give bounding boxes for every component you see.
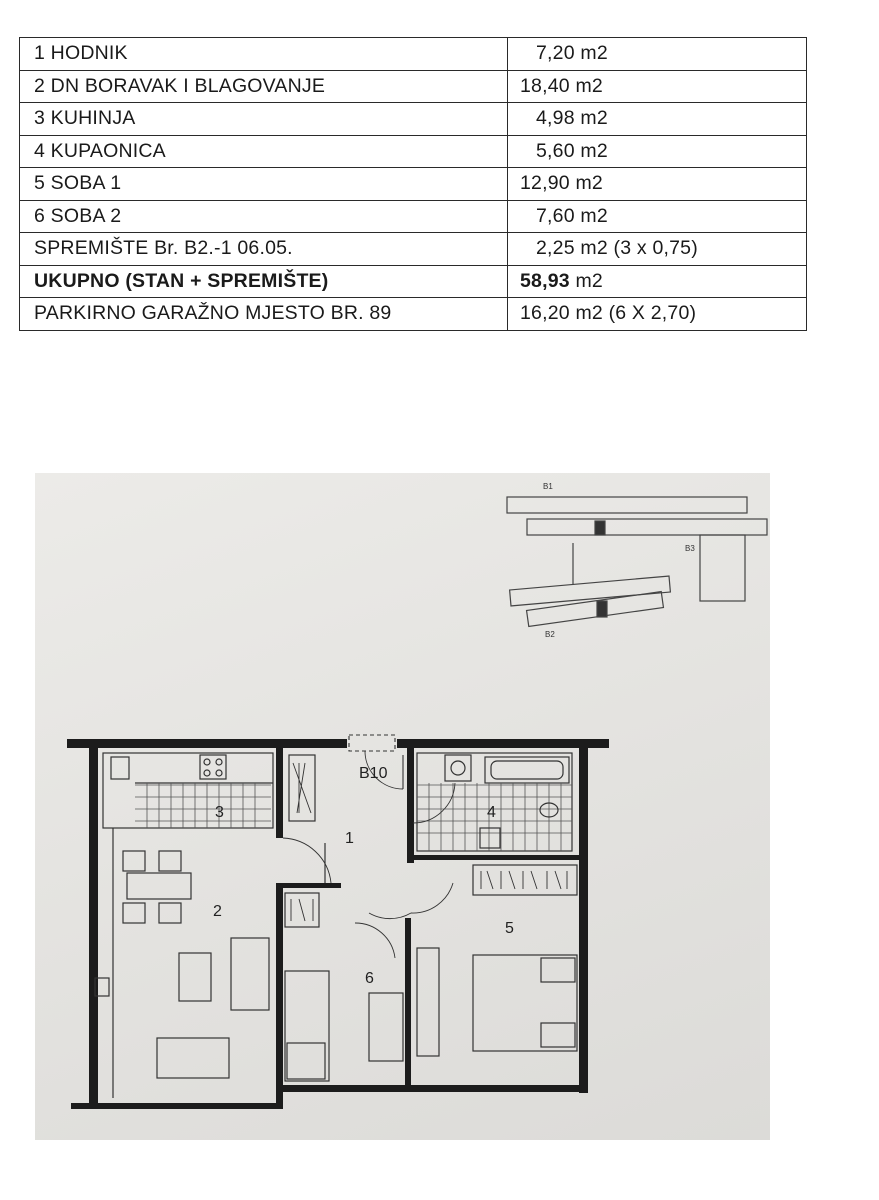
table-row	[20, 200, 807, 233]
floor-plan	[35, 473, 770, 1140]
site-building	[527, 592, 664, 627]
site-label: B3	[685, 544, 695, 553]
room-name: SPREMIŠTE Br. B2.-1 06.05.	[20, 233, 508, 266]
room-label-2: 2	[213, 903, 222, 920]
area-table	[19, 37, 807, 331]
bathroom	[413, 753, 572, 851]
kitchen	[103, 753, 315, 828]
site-building	[507, 497, 747, 513]
table-row	[20, 168, 807, 201]
site-label: B2	[545, 630, 555, 639]
room-area: 58,93 m2	[508, 265, 807, 298]
walls	[67, 739, 609, 1109]
room-label-3: 3	[215, 804, 224, 821]
room-name: PARKIRNO GARAŽNO MJESTO BR. 89	[20, 298, 508, 331]
site-marker	[597, 601, 607, 617]
room-area: 7,60 m2	[508, 200, 807, 233]
table-row	[20, 135, 807, 168]
table-row	[20, 103, 807, 136]
site-label: B1	[543, 482, 553, 491]
storage-label-b10: B10	[359, 765, 388, 782]
room-label-5: 5	[505, 920, 514, 937]
room-area: 7,20 m2	[508, 38, 807, 71]
room-name: UKUPNO (STAN + SPREMIŠTE)	[20, 265, 508, 298]
table-row-total	[20, 265, 807, 298]
room-label-4: 4	[487, 804, 496, 821]
bedroom-2	[285, 893, 403, 1081]
room-name: 1 HODNIK	[20, 38, 508, 71]
room-name: 3 KUHINJA	[20, 103, 508, 136]
room-name: 6 SOBA 2	[20, 200, 508, 233]
site-building	[700, 535, 745, 601]
living-room-furniture	[95, 828, 331, 1098]
room-label-6: 6	[365, 970, 374, 987]
site-marker	[595, 521, 605, 535]
site-plan	[507, 482, 767, 639]
room-area: 12,90 m2	[508, 168, 807, 201]
room-area: 2,25 m2 (3 x 0,75)	[508, 233, 807, 266]
room-name: 5 SOBA 1	[20, 168, 508, 201]
room-area: 4,98 m2	[508, 103, 807, 136]
room-name: 2 DN BORAVAK I BLAGOVANJE	[20, 70, 508, 103]
table-row	[20, 38, 807, 71]
room-name: 4 KUPAONICA	[20, 135, 508, 168]
site-building	[527, 519, 767, 535]
room-area: 18,40 m2	[508, 70, 807, 103]
room-label-1: 1	[345, 830, 354, 847]
floor-plan-photo	[35, 473, 770, 1140]
bedroom-1	[411, 865, 577, 1056]
room-area: 5,60 m2	[508, 135, 807, 168]
table-row	[20, 298, 807, 331]
room-area: 16,20 m2 (6 X 2,70)	[508, 298, 807, 331]
table-row	[20, 70, 807, 103]
table-row	[20, 233, 807, 266]
